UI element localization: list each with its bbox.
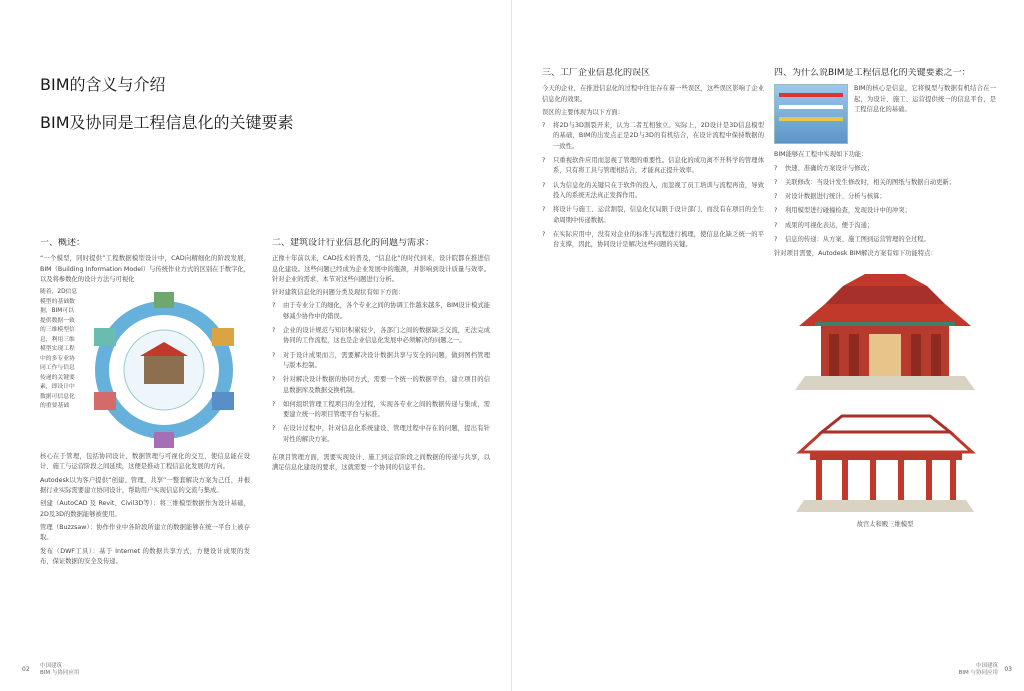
section-why-bim	[774, 68, 996, 530]
section-problems	[272, 238, 490, 477]
list-item: ? 针对解决设计数据的协同方式，需要一个统一的数据平台，建立项目的信息数据库及数据交换机制。	[272, 376, 490, 394]
bim-cycle-graphic	[82, 288, 246, 452]
list-item: ? 关联修改：当设计发生修改时，相关的图纸与数据自动更新；	[774, 178, 956, 186]
section-misconceptions	[542, 68, 764, 254]
paragraph: 管理（Buzzsaw）：协作作业中各阶段所建立的数据能够在统一平台上被存取。	[40, 523, 250, 542]
paragraph: 核心在于管理，包括协同设计、数据管理与可视化的交互，使信息能在设计、施工与运营阶段之间延续，这便是推动工程信息化发展的方向。	[40, 453, 250, 471]
paragraph: 在项目管理方面，需要实现设计、施工到运营阶段之间数据的传递与共享，以满足信息化建设的要求，这就需要一个协同的信息平台。	[272, 454, 490, 472]
palace-model-3d-image	[785, 264, 985, 404]
footer-line: 中国建筑	[975, 663, 998, 669]
paragraph: Autodesk以为客户提供“创建、管理、共享”一整套解决方案为己任，并根据行业实际需要建立协同设计，帮助用户实现信息的交流与集成。	[40, 476, 250, 495]
intro-figure	[774, 84, 996, 144]
list-item: ? 如何组织管理工程项目的全过程，实现各专业之间的数据传递与集成，需要建立统一的项目管理平台与标准。	[272, 400, 490, 419]
paragraph: 创建（AutoCAD 及 Revit、Civil3D等）：将三维模型数据作为设计基础，2D及3D的数据能够被使用。	[40, 500, 250, 518]
paragraph: 发布（DWF工具）：基于 Internet 的数据共享方式，方便设计成果的发布，保证数据的安全及传递。	[40, 547, 250, 565]
list-item: ? 对设计数据进行统计、分析与核算；	[774, 193, 886, 201]
list-item: ? 利用模型进行碰撞检查，发现设计中的冲突；	[774, 207, 911, 215]
section-overview	[40, 238, 250, 570]
list-item: ? 成果的可视化表达，便于沟通；	[774, 221, 874, 229]
list-item: ? 认为信息化的关键只在于软件的投入，而忽视了员工培训与流程再造，导致投入的系统无法真正发挥作用。	[542, 181, 764, 199]
list-item: ? 信息的传递：从方案、施工图到运营管理的全过程。	[774, 236, 930, 244]
paragraph: 误区的主要体现为以下方面：	[542, 108, 624, 116]
paragraph: BIM的核心是信息，它将模型与数据有机结合在一起，为设计、施工、运营提供统一的信息平台，是工程信息化的基础。	[854, 85, 996, 113]
section-heading: 三、工厂企业信息化的误区	[542, 68, 651, 78]
list-item: ? 快速、准确的方案设计与修改；	[774, 164, 874, 172]
right-page	[512, 0, 1024, 691]
footer-line: 中国建筑	[40, 663, 63, 669]
page-footer	[959, 663, 998, 677]
page-number: 03	[1004, 666, 1012, 673]
page-title: BIM的含义与介绍	[40, 75, 166, 94]
list-item: ? 将设计与施工、运营割裂，信息化仅局限于设计部门，而没有在项目的全生命周期中传递数据。	[542, 206, 764, 224]
page-number: 02	[22, 666, 30, 673]
footer-line: BIM 与协同应用	[958, 670, 998, 676]
paragraph: BIM能够在工程中实现如下功能：	[774, 151, 868, 159]
section-heading: 四、为什么说BIM是工程信息化的关键要素之一：	[774, 68, 971, 78]
footer-line: BIM 与协同应用	[40, 670, 80, 676]
paragraph: 随着，2D信息模型的基础数据，BIM可以提供数据一致的三维模型信息，利用三维模型实现工程中的多专业协同工作与信息传递的关键要素，即设计中数据可信息化的重要基础	[40, 289, 78, 410]
paragraph: “一个模型，同时提供”工程数据模型设计中，CAD向精细化的阶段发展，BIM（Building Information Model）与传统作业方式的区别在于数字化，以及将参数化的设计方法与可视化	[40, 255, 250, 283]
section-heading: 一、概述：	[40, 238, 86, 248]
palace-frame-3d-image	[790, 408, 980, 518]
page-footer	[40, 663, 79, 677]
list-item: ? 只重视软件应用而忽视了管理的重要性。信息化的成功离不开科学的管理体系，只有将工具与管理相结合，才能真正提升效率。	[542, 157, 764, 175]
figure-wrap	[40, 288, 250, 452]
bim-cycle-diagram	[82, 288, 246, 452]
figure-caption: 故宫太和殿三维模型	[856, 520, 914, 528]
list-item: ? 由于专业分工的细化，各个专业之间的协调工作越来越多，BIM设计模式能够减少协作中的错误。	[272, 302, 490, 320]
list-item: ? 将2D与3D割裂开来，认为二者互相独立。实际上，2D设计是3D信息模型的基础，BIM的出发点正是2D与3D的有机结合，在设计流程中保持数据的一致性。	[542, 122, 764, 150]
section-heading: 二、建筑设计行业信息化的问题与需求：	[272, 238, 435, 248]
paragraph: 针对建筑信息化的问题分类及现状有如下方面：	[272, 289, 405, 297]
list-item: ? 在设计过程中，针对信息化系统建设、管理过程中存在的问题，提出有针对性的解决方案。	[272, 425, 490, 443]
list-item: ? 对于设计成果而言，需要解决设计数据共享与安全的问题，做到图档管理与版本控制。	[272, 351, 490, 369]
page-subtitle: BIM及协同是工程信息化的关键要素	[40, 113, 294, 132]
paragraph: 针对项目需要，Autodesk BIM解决方案有如下功能特点：	[774, 250, 937, 258]
paragraph: 正像十年前以来，CAD技术的普及，“信息化”的时代到来，设计院都在推进信息化建设。这些问题已经成为企业发展中的瓶颈，并影响到设计质量与效率。针对企业的需求，本节对这些问题进行分析。	[272, 255, 490, 283]
software-screenshot	[774, 84, 848, 144]
paragraph: 今天的企业，在推进信息化的过程中往往存在着一些误区，这些误区影响了企业信息化的效果。	[542, 85, 764, 103]
list-item: ? 企业的设计规范与知识积累较少，各部门之间的数据缺乏交流，无法完成协同的工作流程，这也是企业信息化发展中必须解决的问题之一。	[272, 327, 490, 345]
list-item: ? 在实际应用中，没有对企业的标准与流程进行梳理，使信息化缺乏统一的平台支撑，因此，协同设计是解决这些问题的关键。	[542, 230, 764, 249]
